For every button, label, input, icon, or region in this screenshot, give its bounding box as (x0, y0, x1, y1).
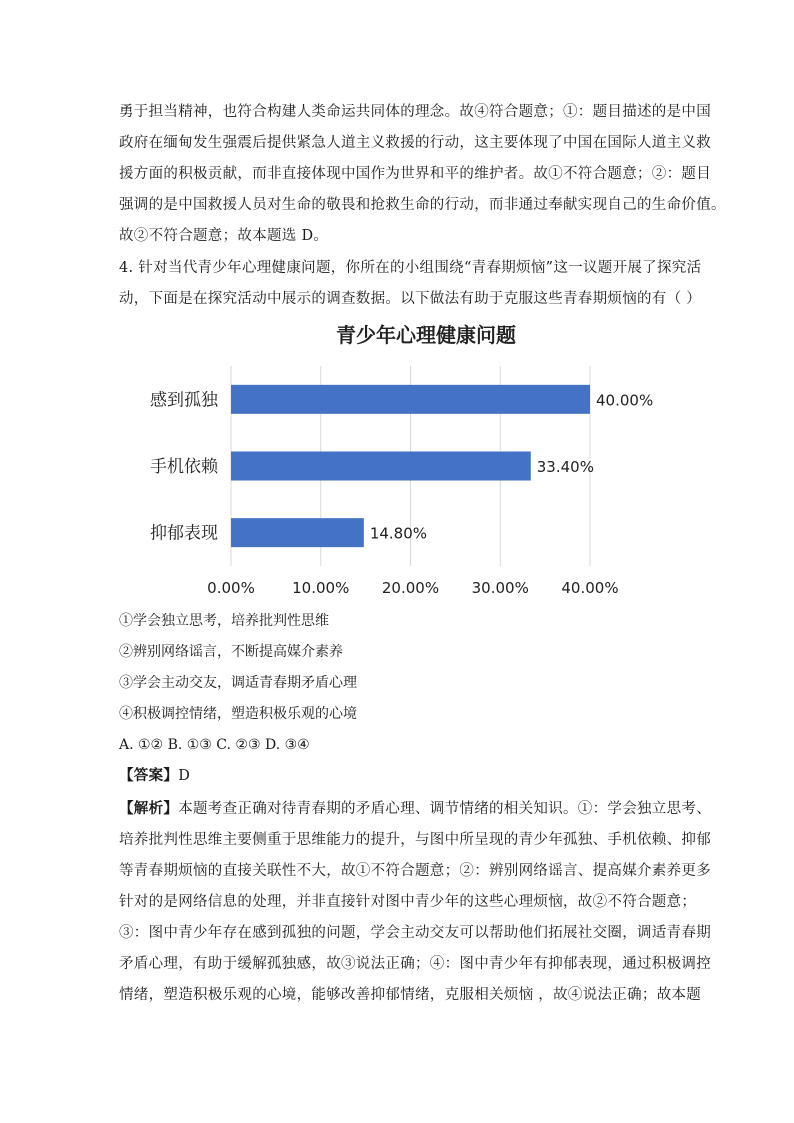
analysis-line-3: 等青春期烦恼的直接关联性不大，故①不符合题意；②：辨别网络谣言、提高媒介素养更多 (119, 863, 711, 879)
analysis-line-7: 情绪，塑造积极乐观的心境，能够改善抑郁情绪，克服相关烦恼 ，故④说法正确；故本题 (119, 987, 702, 1003)
analysis-label: 【解析】 (119, 800, 179, 817)
analysis-line-2: 培养批判性思维主要侧重于思维能力的提升，与图中所呈现的青少年孤独、手机依赖、抑郁 (119, 832, 711, 848)
chart-category-labels (150, 390, 219, 543)
value-label: 40.00% (596, 391, 654, 410)
bar-1 (231, 385, 590, 414)
x-tick-label: 20.00% (381, 579, 440, 597)
answer-line (119, 766, 190, 786)
analysis-line-4: 针对的是网络信息的处理，并非直接针对图中青少年的这些心理烦恼，故②不符合题意； (119, 894, 697, 910)
x-tick-label: 0.00% (207, 579, 255, 597)
x-tick-label: 30.00% (471, 579, 529, 597)
x-tick-label: 40.00% (561, 579, 619, 597)
prev-answer-line-3: 援方面的积极贡献，而非直接体现中国作为世界和平的维护者。故①不符合题意；②：题目 (119, 166, 711, 182)
prev-answer-line-2: 政府在缅甸发生强震后提供紧急人道主义救援的行动，这主要体现了中国在国际人道主义救 (119, 135, 711, 151)
answer-choices: A. ①② B. ①③ C. ②③ D. ③④ (119, 737, 310, 753)
option-3: ③学会主动交友，调适青春期矛盾心理 (119, 675, 357, 691)
bar-2 (231, 452, 531, 481)
option-4: ④积极调控情绪，塑造积极乐观的心境 (119, 706, 357, 722)
analysis-line-1 (119, 799, 711, 819)
answer-label: 【答案】 (119, 767, 179, 784)
category-label: 感到孤独 (150, 390, 218, 411)
value-label: 33.40% (536, 458, 594, 476)
category-label: 抑郁表现 (150, 523, 218, 544)
prev-answer-line-4: 强调的是中国救援人员对生命的敬畏和抢救生命的行动，而非通过奉献实现自己的生命价值。 (119, 197, 726, 213)
analysis-line-5: ③：图中青少年存在感到孤独的问题，学会主动交友可以帮助他们拓展社交圈，调适青春期 (119, 925, 711, 941)
option-2: ②辨别网络谣言，不断提高媒介素养 (119, 644, 343, 660)
analysis-first-line: 本题考查正确对待青春期的矛盾心理、调节情绪的相关知识。①：学会独立思考、 (178, 801, 711, 817)
prev-answer-line-1: 勇于担当精神，也符合构建人类命运共同体的理念。故④符合题意；①：题目描述的是中国 (119, 104, 711, 120)
bar-3 (231, 518, 364, 547)
chart-title: 青少年心理健康问题 (336, 323, 516, 347)
chart-x-tick-labels (207, 579, 618, 597)
question-stem-line-1: 4. 针对当代青少年心理健康问题，你所在的小组围绕“青春期烦恼”这一议题开展了探究活 (119, 260, 702, 276)
category-label: 手机依赖 (150, 457, 218, 477)
prev-answer-line-5: 故②不符合题意；故本题选 D。 (119, 228, 329, 244)
question-stem-line-2: 动，下面是在探究活动中展示的调查数据。以下做法有助于克服这些青春期烦恼的有（ ） (119, 291, 702, 307)
option-1: ①学会独立思考，培养批判性思维 (119, 613, 329, 629)
analysis-line-6: 矛盾心理，有助于缓解孤独感，故③说法正确；④：图中青少年有抑郁表现，通过积极调控 (119, 956, 711, 972)
answer-value: D (178, 768, 191, 784)
value-label: 14.80% (369, 524, 428, 543)
x-tick-label: 10.00% (292, 579, 350, 597)
bar-chart (119, 318, 679, 603)
